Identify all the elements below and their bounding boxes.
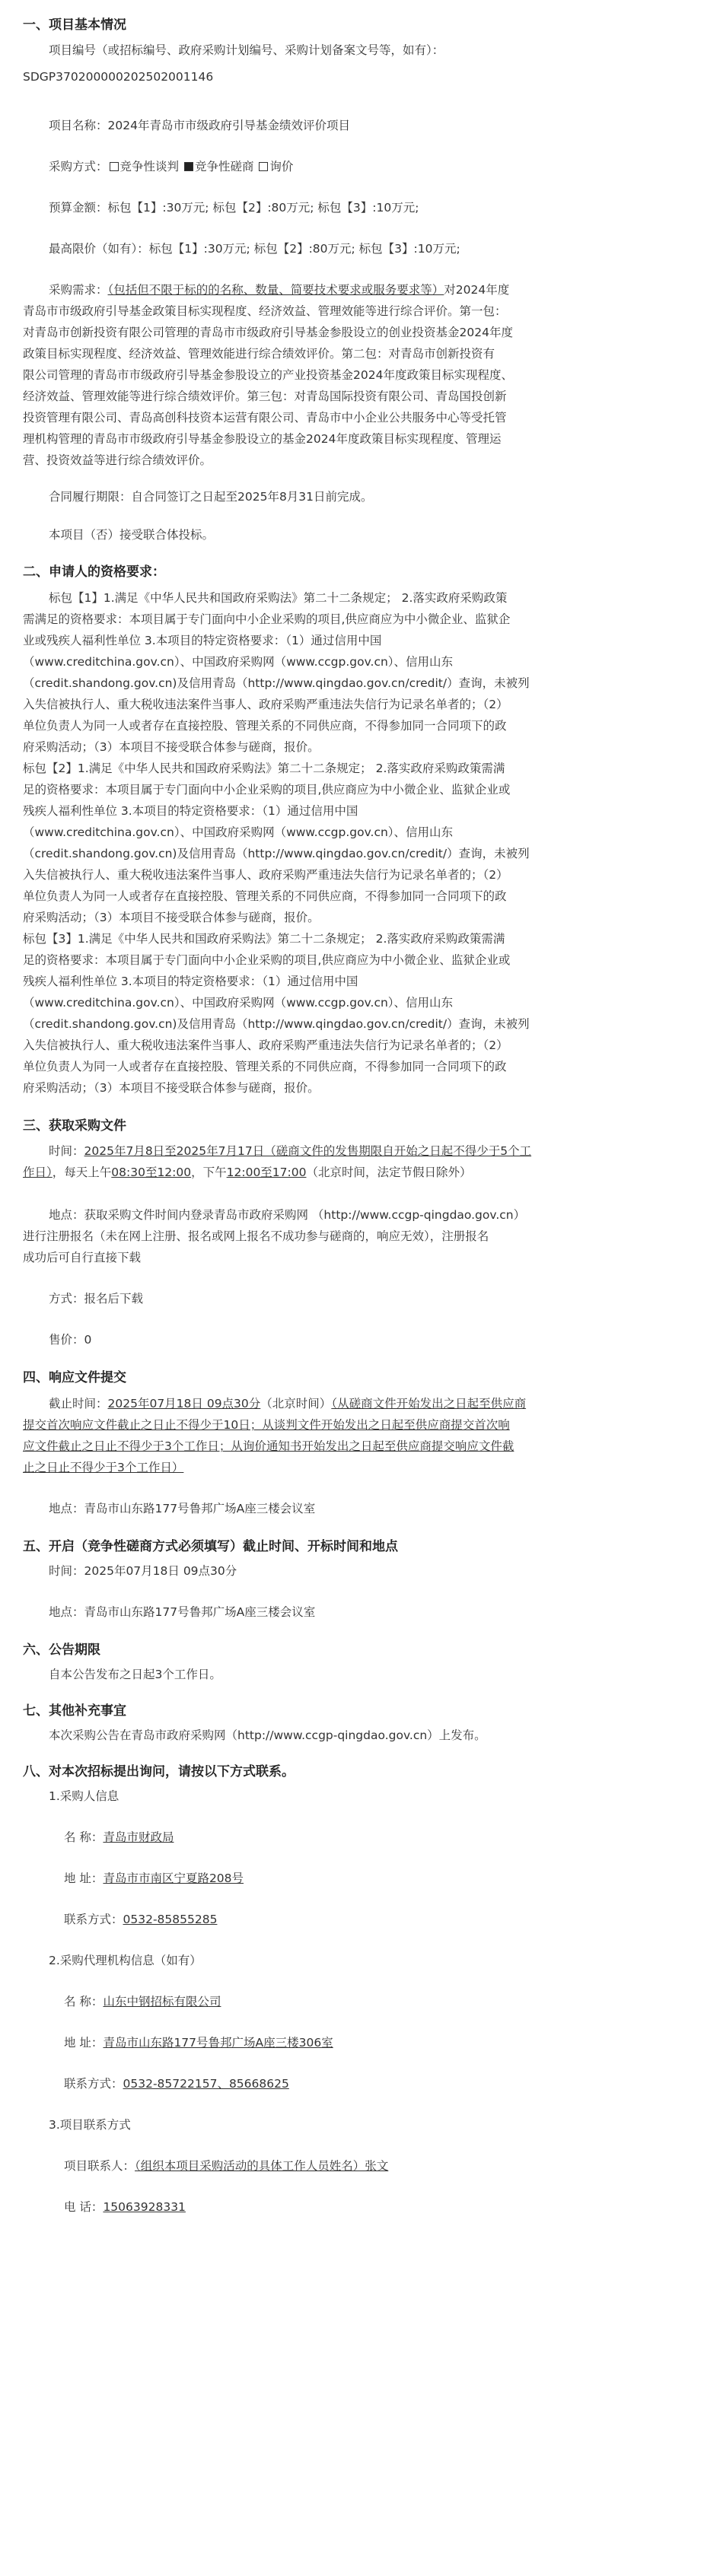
max-price: 最高限价（如有）：标包【1】:30万元; 标包【2】:80万元; 标包【3】:10万元; [49,242,460,256]
section-7-heading: 七、其他补充事宜 [23,1703,126,1719]
requirements-first-line [49,281,704,298]
deadline-note-line: 止之日止不得少于3个工作日） [23,1461,184,1474]
qualification-line: 标包【1】1.满足《中华人民共和国政府采购法》第二十二条规定； 2.落实政府采购政策 [49,591,508,605]
option-consultation-checkbox [184,162,193,171]
agent-contact-row [64,2075,704,2092]
procurement-method-label: 采购方式： [49,160,108,173]
contract-period: 合同履行期限：自合同签订之日起至2025年8月31日前完成。 [49,490,373,504]
deadline-note-line: 提交首次响应文件截止之日止不得少于10日；从谈判文件开始发出之日起至供应商提交首次响 [23,1418,510,1432]
submission-place: 地点：青岛市山东路177号鲁邦广场A座三楼会议室 [49,1502,316,1515]
project-contact-heading: 3.项目联系方式 [49,2118,131,2132]
agent-name: 山东中钢招标有限公司 [103,1995,221,2008]
qualification-line: 业或残疾人福利性单位 3.本项目的特定资格要求：（1）通过信用中国 [23,634,382,647]
buyer-contact-row [64,1911,704,1928]
qualification-line: （credit.shandong.gov.cn)及信用青岛（http://www.qingdao.gov.cn/credit/）查询，未被列 [23,1017,530,1031]
qualification-line: 单位负责人为同一人或者存在直接控股、管理关系的不同供应商，不得参加同一合同项下的政 [23,719,507,733]
agent-address: 青岛市山东路177号鲁邦广场A座三楼306室 [103,2036,333,2050]
qualification-line: （www.creditchina.gov.cn）、中国政府采购网（www.ccgp.gov.cn）、信用山东 [23,825,454,839]
buyer-contact-label: 联系方式： [64,1913,123,1926]
buyer-name: 青岛市财政局 [103,1830,174,1844]
agent-contact-label: 联系方式： [64,2077,123,2091]
buyer-info-heading: 1.采购人信息 [49,1789,119,1803]
deadline-value: 2025年07月18日 09点30分 [107,1397,261,1410]
option-inquiry-checkbox [259,162,268,171]
qualification-line: 残疾人福利性单位 3.本项目的特定资格要求：（1）通过信用中国 [23,975,358,988]
qualification-line: （www.creditchina.gov.cn）、中国政府采购网（www.ccgp.gov.cn）、信用山东 [23,996,454,1010]
acquire-mode: 方式：报名后下载 [49,1292,144,1305]
agent-address-label: 地 址： [64,2036,104,2050]
project-contact-row [64,2158,704,2174]
qualification-line: 单位负责人为同一人或者存在直接控股、管理关系的不同供应商，不得参加同一合同项下的政 [23,889,507,903]
acquire-time-line-2 [23,1164,704,1181]
supplementary-text: 本次采购公告在青岛市政府采购网（http://www.ccgp-qingdao.gov.cn）上发布。 [49,1728,486,1742]
acquire-time-holiday-note: （北京时间，法定节假日除外） [306,1166,472,1179]
agent-info-heading: 2.采购代理机构信息（如有） [49,1954,202,1967]
section-4-heading: 四、响应文件提交 [23,1370,126,1385]
requirements-hint: （包括但不限于标的的名称、数量、简要技术要求或服务要求等） [107,283,444,297]
requirements-label: 采购需求： [49,283,108,297]
project-number: SDGP370200000202502001146 [23,70,214,84]
project-contact-label: 项目联系人： [64,2159,135,2173]
qualification-line: 标包【2】1.满足《中华人民共和国政府采购法》第二十二条规定； 2.落实政府采购政策需满 [23,762,505,775]
opening-place: 地点：青岛市山东路177号鲁邦广场A座三楼会议室 [49,1605,316,1619]
qualification-line: 府采购活动；（3）本项目不接受联合体参与磋商，报价。 [23,740,320,754]
deadline-line-1 [49,1395,704,1412]
qualification-line: 标包【3】1.满足《中华人民共和国政府采购法》第二十二条规定； 2.落实政府采购政策需满 [23,932,505,946]
qualification-line: 单位负责人为同一人或者存在直接控股、管理关系的不同供应商，不得参加同一合同项下的政 [23,1060,507,1073]
qualification-line: 需满足的资格要求：本项目属于专门面向中小企业采购的项目,供应商应为中小微企业、监狱企 [23,612,511,626]
acquire-time-afternoon-label: ，下午 [191,1166,227,1179]
buyer-address-row [64,1870,704,1887]
section-6-heading: 六、公告期限 [23,1643,100,1658]
opening-time: 时间：2025年07月18日 09点30分 [49,1564,237,1578]
agent-name-row [64,1993,704,2010]
procurement-method [49,158,704,175]
acquire-place-line: 成功后可自行直接下载 [23,1251,142,1264]
project-contact-name: （组织本项目采购活动的具体工作人员姓名）张文 [135,2159,389,2173]
agent-contact: 0532-85722157、85668625 [123,2077,289,2091]
qualification-line: 残疾人福利性单位 3.本项目的特定资格要求：（1）通过信用中国 [23,804,358,818]
qualification-line: （www.creditchina.gov.cn）、中国政府采购网（www.ccgp.gov.cn）、信用山东 [23,655,454,669]
section-2-heading: 二、申请人的资格要求： [23,564,165,580]
buyer-address: 青岛市市南区宁夏路208号 [103,1872,244,1885]
deadline-label: 截止时间： [49,1397,108,1410]
option-negotiation-label: 竞争性谈判 [119,160,180,173]
option-inquiry-label: 询价 [269,160,294,173]
section-5-heading: 五、开启（竞争性磋商方式必须填写）截止时间、开标时间和地点 [23,1539,398,1554]
acquire-price: 售价：0 [49,1333,92,1347]
deadline-timezone: （北京时间） [260,1397,332,1410]
buyer-address-label: 地 址： [64,1872,104,1885]
project-phone-row [64,2199,704,2215]
requirements-line: 理机构管理的青岛市市级政府引导基金参股设立的基金2024年度政策目标实现程度、管理运 [23,432,502,446]
requirements-line: 限公司管理的青岛市市级政府引导基金参股设立的产业投资基金2024年度政策目标实现程度、 [23,368,513,382]
requirements-text: 对2024年度 [444,283,510,297]
acquire-time-line-1 [49,1143,704,1159]
budget-amount: 预算金额：标包【1】:30万元; 标包【2】:80万元; 标包【3】:10万元; [49,201,419,215]
qualification-line: 入失信被执行人、重大税收违法案件当事人、政府采购严重违法失信行为记录名单者的；（2） [23,1038,508,1052]
requirements-line: 政策目标实现程度、经济效益、管理效能进行综合绩效评价。第二包：对青岛市创新投资有 [23,347,495,361]
acquire-place-line: 地点：获取采购文件时间内登录青岛市政府采购网 （http://www.ccgp-qingdao.gov.cn） [49,1208,526,1222]
section-8-heading: 八、对本次招标提出询问，请按以下方式联系。 [23,1764,295,1779]
acquire-time-morning: 08:30至12:00 [111,1166,192,1179]
qualification-line: 府采购活动；（3）本项目不接受联合体参与磋商，报价。 [23,911,320,924]
qualification-line: （credit.shandong.gov.cn)及信用青岛（http://www.qingdao.gov.cn/credit/）查询，未被列 [23,676,530,690]
project-phone: 15063928331 [103,2200,186,2214]
requirements-line: 青岛市市级政府引导基金政策目标实现程度、经济效益、管理效能等进行综合评价。第一包： [23,304,507,318]
requirements-line: 投资管理有限公司、青岛高创科技资本运营有限公司、青岛市中小企业公共服务中心等受托管 [23,411,507,425]
project-number-label: 项目编号（或招标编号、政府采购计划编号、采购计划备案文号等，如有）： [49,43,444,57]
qualification-line: （credit.shandong.gov.cn)及信用青岛（http://www.qingdao.gov.cn/credit/）查询，未被列 [23,847,530,860]
buyer-contact: 0532-85855285 [123,1913,218,1926]
notice-period: 自本公告发布之日起3个工作日。 [49,1668,221,1681]
buyer-name-row [64,1829,704,1846]
project-phone-label: 电 话： [64,2200,104,2214]
qualification-line: 入失信被执行人、重大税收违法案件当事人、政府采购严重违法失信行为记录名单者的；（2） [23,698,508,711]
qualification-line: 足的资格要求：本项目属于专门面向中小企业采购的项目,供应商应为中小微企业、监狱企业或 [23,783,511,797]
acquire-time-morning-label: ，每天上午 [52,1166,112,1179]
option-negotiation-checkbox [110,162,119,171]
qualification-line: 入失信被执行人、重大税收违法案件当事人、政府采购严重违法失信行为记录名单者的；（2） [23,868,508,882]
deadline-note-line: 应文件截止之日止不得少于3个工作日；从询价通知书开始发出之日起至供应商提交响应文件截 [23,1439,514,1453]
project-name: 项目名称：2024年青岛市市级政府引导基金绩效评价项目 [49,119,350,132]
consortium-note: 本项目（否）接受联合体投标。 [49,528,215,542]
requirements-line: 对青岛市创新投资有限公司管理的青岛市市级政府引导基金参股设立的创业投资基金2024年度 [23,326,513,339]
acquire-time-label: 时间： [49,1144,84,1158]
acquire-time-range: 2025年7月8日至2025年7月17日（磋商文件的发售期限自开始之日起不得少于5个工 [84,1144,532,1158]
acquire-time-afternoon: 12:00至17:00 [226,1166,307,1179]
requirements-line: 营、投资效益等进行综合绩效评价。 [23,453,212,467]
qualification-line: 府采购活动；（3）本项目不接受联合体参与磋商，报价。 [23,1081,320,1095]
requirements-line: 经济效益、管理效能等进行综合绩效评价。第三包：对青岛国际投资有限公司、青岛国投创新 [23,390,507,403]
agent-name-label: 名 称： [64,1995,104,2008]
section-1-heading: 一、项目基本情况 [23,17,126,33]
buyer-name-label: 名 称： [64,1830,104,1844]
qualification-line: 足的资格要求：本项目属于专门面向中小企业采购的项目,供应商应为中小微企业、监狱企业或 [23,953,511,967]
option-consultation-label: 竞争性磋商 [194,160,254,173]
section-3-heading: 三、获取采购文件 [23,1118,126,1134]
acquire-time-note: 作日） [23,1166,53,1179]
agent-address-row [64,2034,704,2051]
acquire-place-line: 进行注册报名（未在网上注册、报名或网上报名不成功参与磋商的，响应无效），注册报名 [23,1229,489,1243]
deadline-note: （从磋商文件开始发出之日起至供应商 [331,1397,527,1410]
